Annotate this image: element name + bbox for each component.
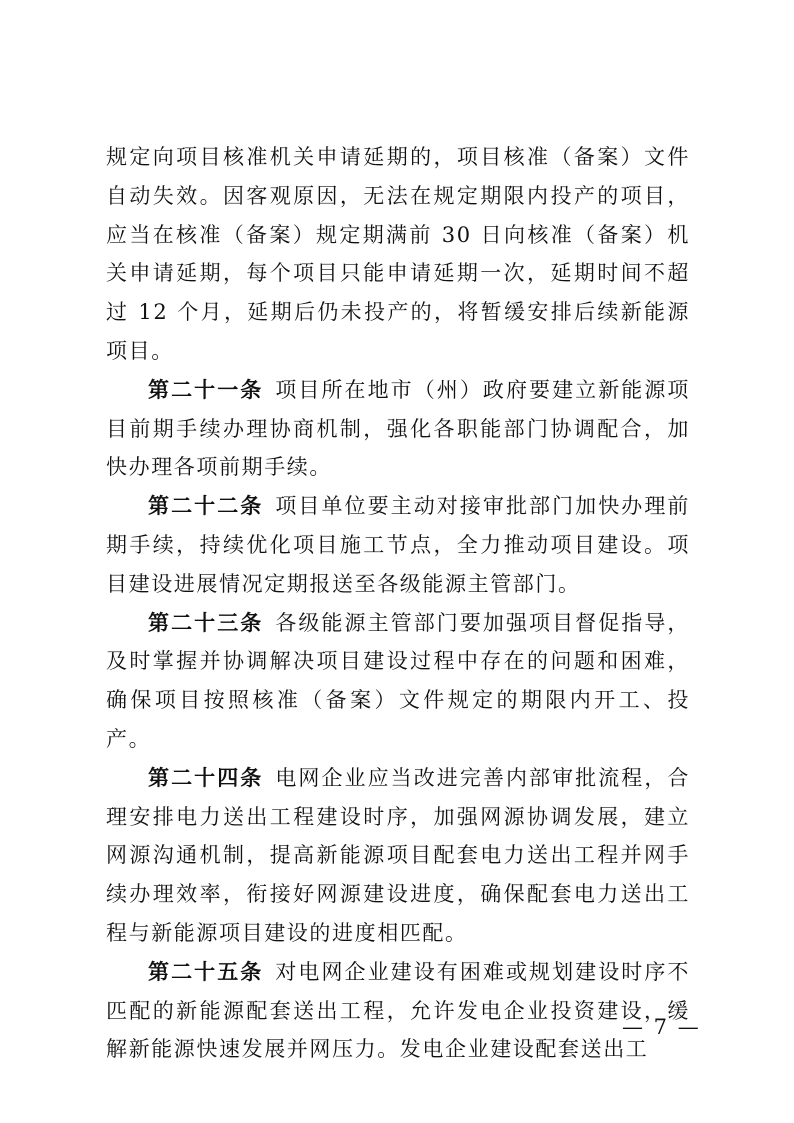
paragraph-text: 电网企业应当改进完善内部审批流程，合理安排电力送出工程建设时序，加强网源协调发展，建立网源沟通机制，提高新能源项目配套电力送出工程并网手续办理效率，衔接好网源建设进度，确保配套电力送出工程与新能源项目建设的进度相匹配。 bbox=[106, 765, 690, 945]
article-number: 第二十二条 bbox=[148, 494, 264, 519]
paragraph-article-25 bbox=[106, 953, 690, 1069]
paragraph-article-22 bbox=[106, 487, 690, 603]
paragraph-text: 规定向项目核准机关申请延期的，项目核准（备案）文件自动失效。因客观原因，无法在规定期限内投产的项目，应当在核准（备案）规定期满前 30 日向核准（备案）机关申请延期，每个项目只能申请延期一次，延期时间不超过 12 个月，延期后仍未投产的，将暂缓安排后续新能源项目。 bbox=[106, 145, 690, 363]
paragraph-article-24 bbox=[106, 759, 690, 953]
article-number: 第二十四条 bbox=[148, 765, 264, 790]
paragraph-text: 项目所在地市（州）政府要建立新能源项目前期手续办理协商机制，强化各职能部门协调配合，加快办理各项前期手续。 bbox=[106, 377, 690, 480]
paragraph-text: 对电网企业建设有困难或规划建设时序不匹配的新能源配套送出工程，允许发电企业投资建设，缓解新能源快速发展并网压力。发电企业建设配套送出工 bbox=[106, 959, 690, 1062]
paragraph-article-21 bbox=[106, 371, 690, 487]
paragraph-text: 各级能源主管部门要加强项目督促指导，及时掌握并协调解决项目建设过程中存在的问题和困难，确保项目按照核准（备案）文件规定的期限内开工、投产。 bbox=[106, 610, 690, 751]
document-body bbox=[106, 138, 690, 1069]
paragraph-text: 项目单位要主动对接审批部门加快办理前期手续，持续优化项目施工节点，全力推动项目建设。项目建设进展情况定期报送至各级能源主管部门。 bbox=[106, 494, 690, 596]
article-number: 第二十一条 bbox=[148, 377, 264, 402]
page-number: — 7 — bbox=[622, 1015, 701, 1039]
paragraph-continuation bbox=[106, 138, 690, 371]
paragraph-article-23 bbox=[106, 604, 690, 759]
article-number: 第二十五条 bbox=[148, 959, 264, 984]
article-number: 第二十三条 bbox=[148, 610, 264, 635]
